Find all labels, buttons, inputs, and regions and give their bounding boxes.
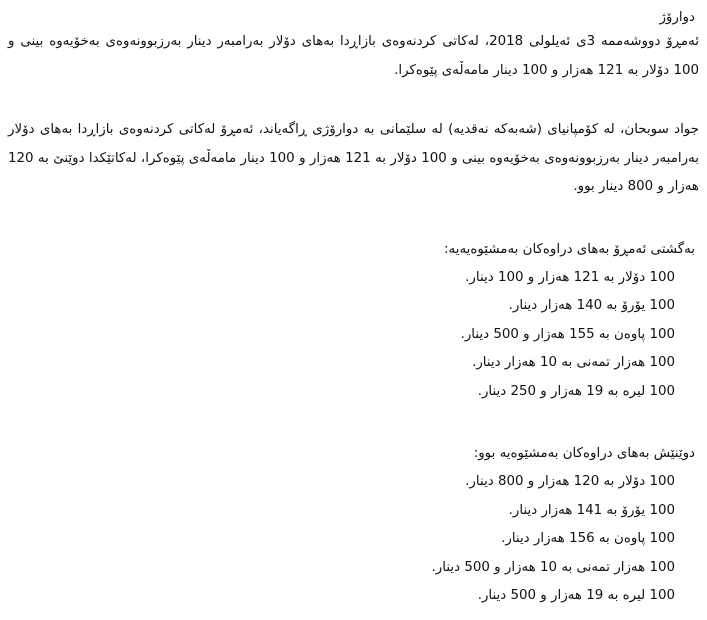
spacer — [8, 202, 699, 236]
quote-paragraph: جواد سوبحان، لە کۆمپانیای (شەبەکە نەقدیە) لە سلێمانی بە دوارۆژی ڕاگەیاند، ئەمڕۆ لەکاتی کردنەوەی بازاڕدا بەهای دۆلار بەرامبەر دینار بەرزبوونەوەی بەخۆیەوە بینی و 100 دۆلار بە 121 هەزار و 100 دینار مامەڵەی پێوەکرا، لەکاتێکدا دوێنێ بە 120 هەزار و 800 دینار بوو. — [8, 122, 699, 194]
list-item: 100 یۆرۆ بە 140 هەزار دینار. — [508, 298, 675, 313]
list-item: 100 لیرە بە 19 هەزار و 250 دینار. — [477, 383, 675, 399]
spacer — [8, 85, 699, 116]
intro-paragraph: ئەمڕۆ دووشەممە 3ی ئەیلولی 2018، لەکاتی کردنەوەی بازاڕدا بەهای دۆلار بەرامبەر دینار بەرزبوونەوەی بەخۆیەوە بینی و 100 دۆلار بە 121 هەزار و 100 دینار مامەڵەی پێوەکرا. — [8, 34, 700, 78]
list-item: 100 هەزار تمەنی بە 10 هەزار و 500 دینار. — [431, 559, 675, 575]
yesterday-rates-heading: دوێنێش بەهای دراوەکان بەمشێوەیە بوو: — [473, 446, 695, 461]
article-title: دوارۆژ — [659, 10, 695, 25]
list-item: 100 پاوەن بە 156 هەزار دینار. — [501, 531, 675, 546]
spacer — [8, 406, 699, 440]
list-item: 100 پاوەن بە 155 هەزار و 500 دینار. — [460, 326, 675, 342]
today-rates-list — [8, 264, 699, 407]
list-item: 100 دۆلار بە 121 هەزار و 100 دینار. — [465, 269, 675, 285]
today-rates-heading: بەگشتی ئەمڕۆ بەهای دراوەکان بەمشێوەیەیە: — [444, 241, 695, 257]
yesterday-rates-list — [8, 468, 699, 611]
list-item: 100 هەزار تمەنی بە 10 هەزار دینار. — [472, 355, 675, 370]
list-item: 100 لیرە بە 19 هەزار و 500 دینار. — [477, 588, 675, 603]
list-item: 100 یۆرۆ بە 141 هەزار دینار. — [508, 502, 675, 518]
list-item: 100 دۆلار بە 120 هەزار و 800 دینار. — [465, 474, 675, 489]
